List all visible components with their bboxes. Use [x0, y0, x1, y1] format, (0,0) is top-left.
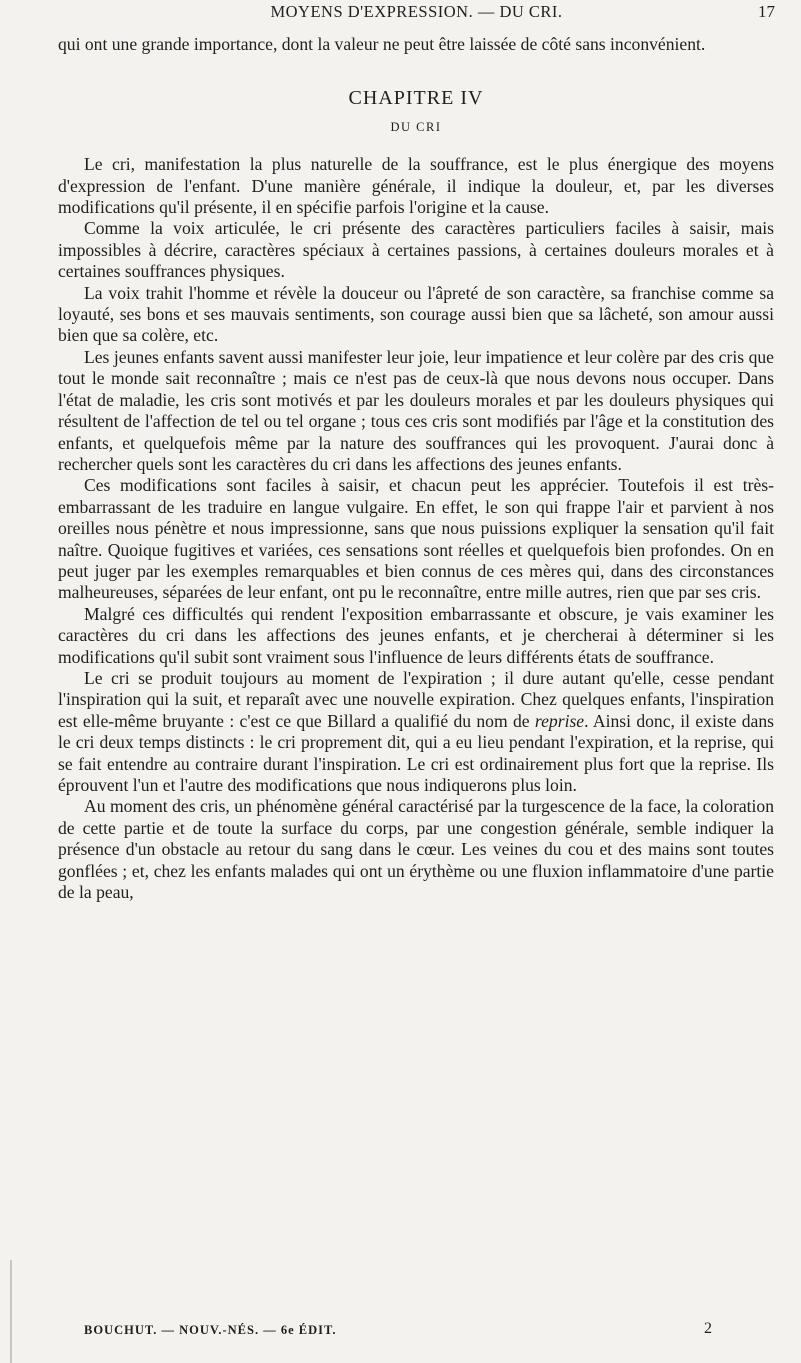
running-head — [58, 2, 775, 26]
paragraph-7-before: Le cri se produit toujours au moment de l'expiration ; il dure autant qu'elle, cesse pendant l'inspiration qui la suit, et reparaît avec une nouvelle expiration. Chez quelques enfants, l'inspiration est elle-même bruyante : c'est ce que Billard a qualifié du nom de — [58, 667, 774, 731]
page-number: 17 — [758, 2, 775, 21]
paragraph-7 — [58, 668, 774, 796]
paragraph-2: Comme la voix articulée, le cri présente des caractères particuliers faciles à saisir, mais impossibles à décrire, caractères spéciaux à certaines passions, à certaines douleurs morales et à certaines souffrances physiques. — [58, 218, 774, 282]
paragraph-8: Au moment des cris, un phénomène général caractérisé par la turgescence de la face, la coloration de cette partie et de toute la surface du corps, par une congestion générale, semble indiquer la présence d'un obstacle au retour du sang dans le cœur. Les veines du cou et des mains sont toutes gonflées ; et, chez les enfants malades qui ont un érythème ou une fluxion inflammatoire d'une partie de la peau, — [58, 796, 774, 903]
lead-paragraph: qui ont une grande importance, dont la valeur ne peut être laissée de côté sans inconvénient. — [58, 34, 706, 54]
chapter-title: CHAPITRE IV — [348, 87, 484, 110]
body-text — [58, 34, 774, 903]
chapter-subtitle: DU CRI — [390, 119, 442, 134]
paragraph-7-after: . Ainsi donc, il existe dans le cri deux temps distincts : le cri proprement dit, qui a eu lieu pendant l'expiration, et la reprise, qui se fait entendre au contraire durant l'inspiration. Le cri est ordinairement plus fort que la reprise. Ils éprouvent l'un et l'autre des modifications que nous indiquerons plus loin. — [58, 710, 774, 795]
running-title: MOYENS D'EXPRESSION. — DU CRI. — [270, 2, 563, 21]
paragraph-3: La voix trahit l'homme et révèle la douceur ou l'âpreté de son caractère, sa franchise comme sa loyauté, ses bons et ses mauvais sentiments, son courage aussi bien que sa lâcheté, son amour aussi bien que sa colère, etc. — [58, 282, 774, 346]
paragraph-5: Ces modifications sont faciles à saisir, et chacun peut les apprécier. Toutefois il est très-embarrassant de les traduire en langue vulgaire. En effet, le son qui frappe l'air et parvient à nos oreilles nous pénètre et nous impressionne, sans que nous puissions expliquer la sensation qu'il fait naître. Quoique fugitives et variées, ces sensations sont réelles et quelquefois bien profondes. On en peut juger par les exemples remarquables et bien connus de ces mères qui, dans des circonstances malheureuses, séparées de leur enfant, ont pu le reconnaître, entre mille autres, rien que par ses cris. — [58, 475, 774, 603]
page-edge-line — [10, 1260, 12, 1363]
paragraph-1: Le cri, manifestation la plus naturelle de la souffrance, est le plus énergique des moyens d'expression de l'enfant. D'une manière générale, il indique la douleur, et, par les diverses modifications qu'il présente, il en spécifie parfois l'origine et la cause. — [58, 154, 774, 218]
page-footer — [84, 1320, 713, 1345]
footer-imprint: BOUCHUT. — NOUV.-NÉS. — 6e ÉDIT. — [84, 1323, 337, 1337]
term-reprise: reprise — [534, 710, 585, 731]
paragraph-4: Les jeunes enfants savent aussi manifester leur joie, leur impatience et leur colère par des cris que tout le monde sait reconnaître ; mais ce n'est pas de ceux-là que nous devons nous occuper. Dans l'état de maladie, les cris sont motivés et par les douleurs morales et par les douleurs physiques qui résultent de l'affection de tel ou tel organe ; tous ces cris sont modifiés par l'âge et la constitution des enfants, et quelquefois même par la nature des souffrances qui les provoquent. J'aurai donc à rechercher quels sont les caractères du cri dans les affections des jeunes enfants. — [58, 346, 774, 474]
signature-mark: 2 — [704, 1320, 713, 1337]
paragraph-6: Malgré ces difficultés qui rendent l'exposition embarrassante et obscure, je vais examiner les caractères du cri dans les affections des jeunes enfants, et je chercherai à déterminer si les modifications qu'il subit sont vraiment sous l'influence de leurs différents états de souffrance. — [58, 603, 774, 667]
